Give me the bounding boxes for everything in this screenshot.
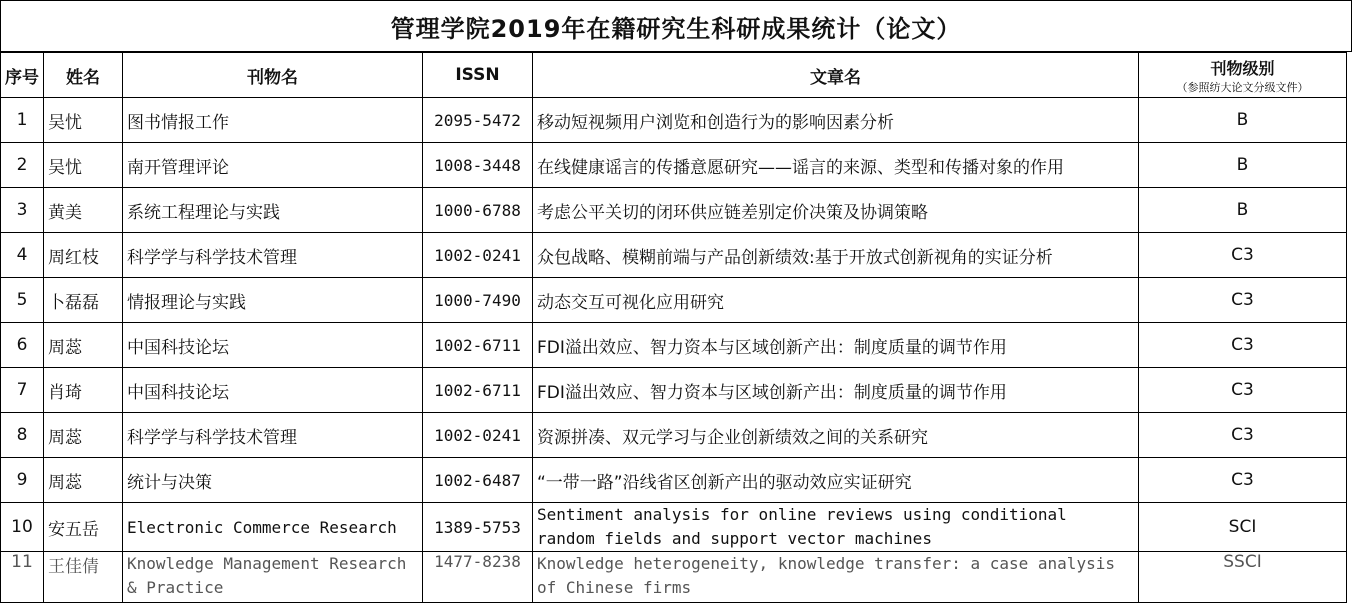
cell-seq[interactable]: 2 [1, 143, 44, 188]
cell-name[interactable]: 黄美 [44, 188, 123, 233]
cell-name[interactable]: 周蕊 [44, 458, 123, 503]
cell-seq[interactable]: 8 [1, 413, 44, 458]
cell-name[interactable]: 周红枝 [44, 233, 123, 278]
table-row [1, 278, 1347, 323]
cell-name[interactable]: 周蕊 [44, 323, 123, 368]
header-journal: 刊物名 [123, 53, 423, 98]
table-row [1, 233, 1347, 278]
cell-seq[interactable]: 10 [1, 503, 44, 552]
cell-issn[interactable]: 1002-6711 [423, 368, 533, 413]
cell-article[interactable]: 移动短视频用户浏览和创造行为的影响因素分析 [533, 98, 1139, 143]
table-row [1, 368, 1347, 413]
cell-journal[interactable]: 统计与决策 [123, 458, 423, 503]
table-row [1, 188, 1347, 233]
table-row [1, 503, 1347, 552]
table-body [1, 98, 1347, 603]
cell-level[interactable]: C3 [1139, 368, 1347, 413]
cell-issn[interactable]: 1002-6711 [423, 323, 533, 368]
cell-issn[interactable]: 1477-8238 [423, 552, 533, 603]
cell-name[interactable]: 周蕊 [44, 413, 123, 458]
cell-issn[interactable]: 1008-3448 [423, 143, 533, 188]
cell-journal[interactable]: 科学学与科学技术管理 [123, 413, 423, 458]
cell-article[interactable]: Sentiment analysis for online reviews using conditional random fields and support vector machines [533, 503, 1139, 552]
cell-journal[interactable]: 中国科技论坛 [123, 368, 423, 413]
header-row [1, 53, 1347, 98]
header-seq: 序号 [1, 53, 44, 98]
table-row [1, 413, 1347, 458]
cell-issn[interactable]: 1002-6487 [423, 458, 533, 503]
cell-issn[interactable]: 1002-0241 [423, 233, 533, 278]
cell-issn[interactable]: 1002-0241 [423, 413, 533, 458]
table-row [1, 323, 1347, 368]
cell-level[interactable]: C3 [1139, 458, 1347, 503]
cell-article[interactable]: “一带一路”沿线省区创新产出的驱动效应实证研究 [533, 458, 1139, 503]
cell-name[interactable]: 吴忧 [44, 98, 123, 143]
cell-journal[interactable]: 中国科技论坛 [123, 323, 423, 368]
cell-name[interactable]: 肖琦 [44, 368, 123, 413]
cell-journal[interactable]: 系统工程理论与实践 [123, 188, 423, 233]
cell-level[interactable]: B [1139, 143, 1347, 188]
header-article: 文章名 [533, 53, 1139, 98]
cell-seq[interactable]: 6 [1, 323, 44, 368]
cell-journal[interactable]: 图书情报工作 [123, 98, 423, 143]
cell-seq[interactable]: 1 [1, 98, 44, 143]
cell-article[interactable]: 在线健康谣言的传播意愿研究——谣言的来源、类型和传播对象的作用 [533, 143, 1139, 188]
sheet-title: 管理学院2019年在籍研究生科研成果统计（论文） [0, 0, 1352, 52]
cell-issn[interactable]: 1389-5753 [423, 503, 533, 552]
cell-article[interactable]: 动态交互可视化应用研究 [533, 278, 1139, 323]
cell-level[interactable]: C3 [1139, 233, 1347, 278]
cell-journal[interactable]: 南开管理评论 [123, 143, 423, 188]
header-issn: ISSN [423, 53, 533, 98]
header-level-label: 刊物级别 [1210, 58, 1275, 78]
cell-level[interactable]: B [1139, 98, 1347, 143]
cell-journal[interactable]: Knowledge Management Research & Practice [123, 552, 423, 603]
cell-article[interactable]: FDI溢出效应、智力资本与区域创新产出：制度质量的调节作用 [533, 323, 1139, 368]
cell-level[interactable]: C3 [1139, 323, 1347, 368]
cell-journal[interactable]: 情报理论与实践 [123, 278, 423, 323]
cell-seq[interactable]: 7 [1, 368, 44, 413]
cell-article[interactable]: 考虑公平关切的闭环供应链差别定价决策及协调策略 [533, 188, 1139, 233]
cell-level[interactable]: SSCI [1139, 552, 1347, 603]
cell-journal[interactable]: 科学学与科学技术管理 [123, 233, 423, 278]
cell-level[interactable]: C3 [1139, 278, 1347, 323]
cell-seq[interactable]: 3 [1, 188, 44, 233]
cell-name[interactable]: 安五岳 [44, 503, 123, 552]
header-level [1139, 53, 1347, 98]
cell-issn[interactable]: 1000-7490 [423, 278, 533, 323]
cell-name[interactable]: 吴忧 [44, 143, 123, 188]
results-table [0, 52, 1347, 603]
cell-seq[interactable]: 4 [1, 233, 44, 278]
cell-name[interactable]: 王佳倩 [44, 552, 123, 603]
cell-article[interactable]: 资源拼凑、双元学习与企业创新绩效之间的关系研究 [533, 413, 1139, 458]
table-row [1, 98, 1347, 143]
cell-seq[interactable]: 9 [1, 458, 44, 503]
table-row [1, 143, 1347, 188]
cell-article[interactable]: FDI溢出效应、智力资本与区域创新产出：制度质量的调节作用 [533, 368, 1139, 413]
header-name: 姓名 [44, 53, 123, 98]
cell-article[interactable]: Knowledge heterogeneity, knowledge transfer: a case analysis of Chinese firms [533, 552, 1139, 603]
table-row [1, 458, 1347, 503]
cell-level[interactable]: B [1139, 188, 1347, 233]
cell-journal[interactable]: Electronic Commerce Research [123, 503, 423, 552]
table-row-partial [1, 552, 1347, 603]
cell-issn[interactable]: 1000-6788 [423, 188, 533, 233]
cell-level[interactable]: SCI [1139, 503, 1347, 552]
cell-level[interactable]: C3 [1139, 413, 1347, 458]
cell-article[interactable]: 众包战略、模糊前端与产品创新绩效:基于开放式创新视角的实证分析 [533, 233, 1139, 278]
cell-issn[interactable]: 2095-5472 [423, 98, 533, 143]
cell-name[interactable]: 卜磊磊 [44, 278, 123, 323]
cell-seq[interactable]: 11 [1, 552, 44, 603]
header-level-note: （参照纺大论文分级文件） [1176, 80, 1309, 94]
cell-seq[interactable]: 5 [1, 278, 44, 323]
